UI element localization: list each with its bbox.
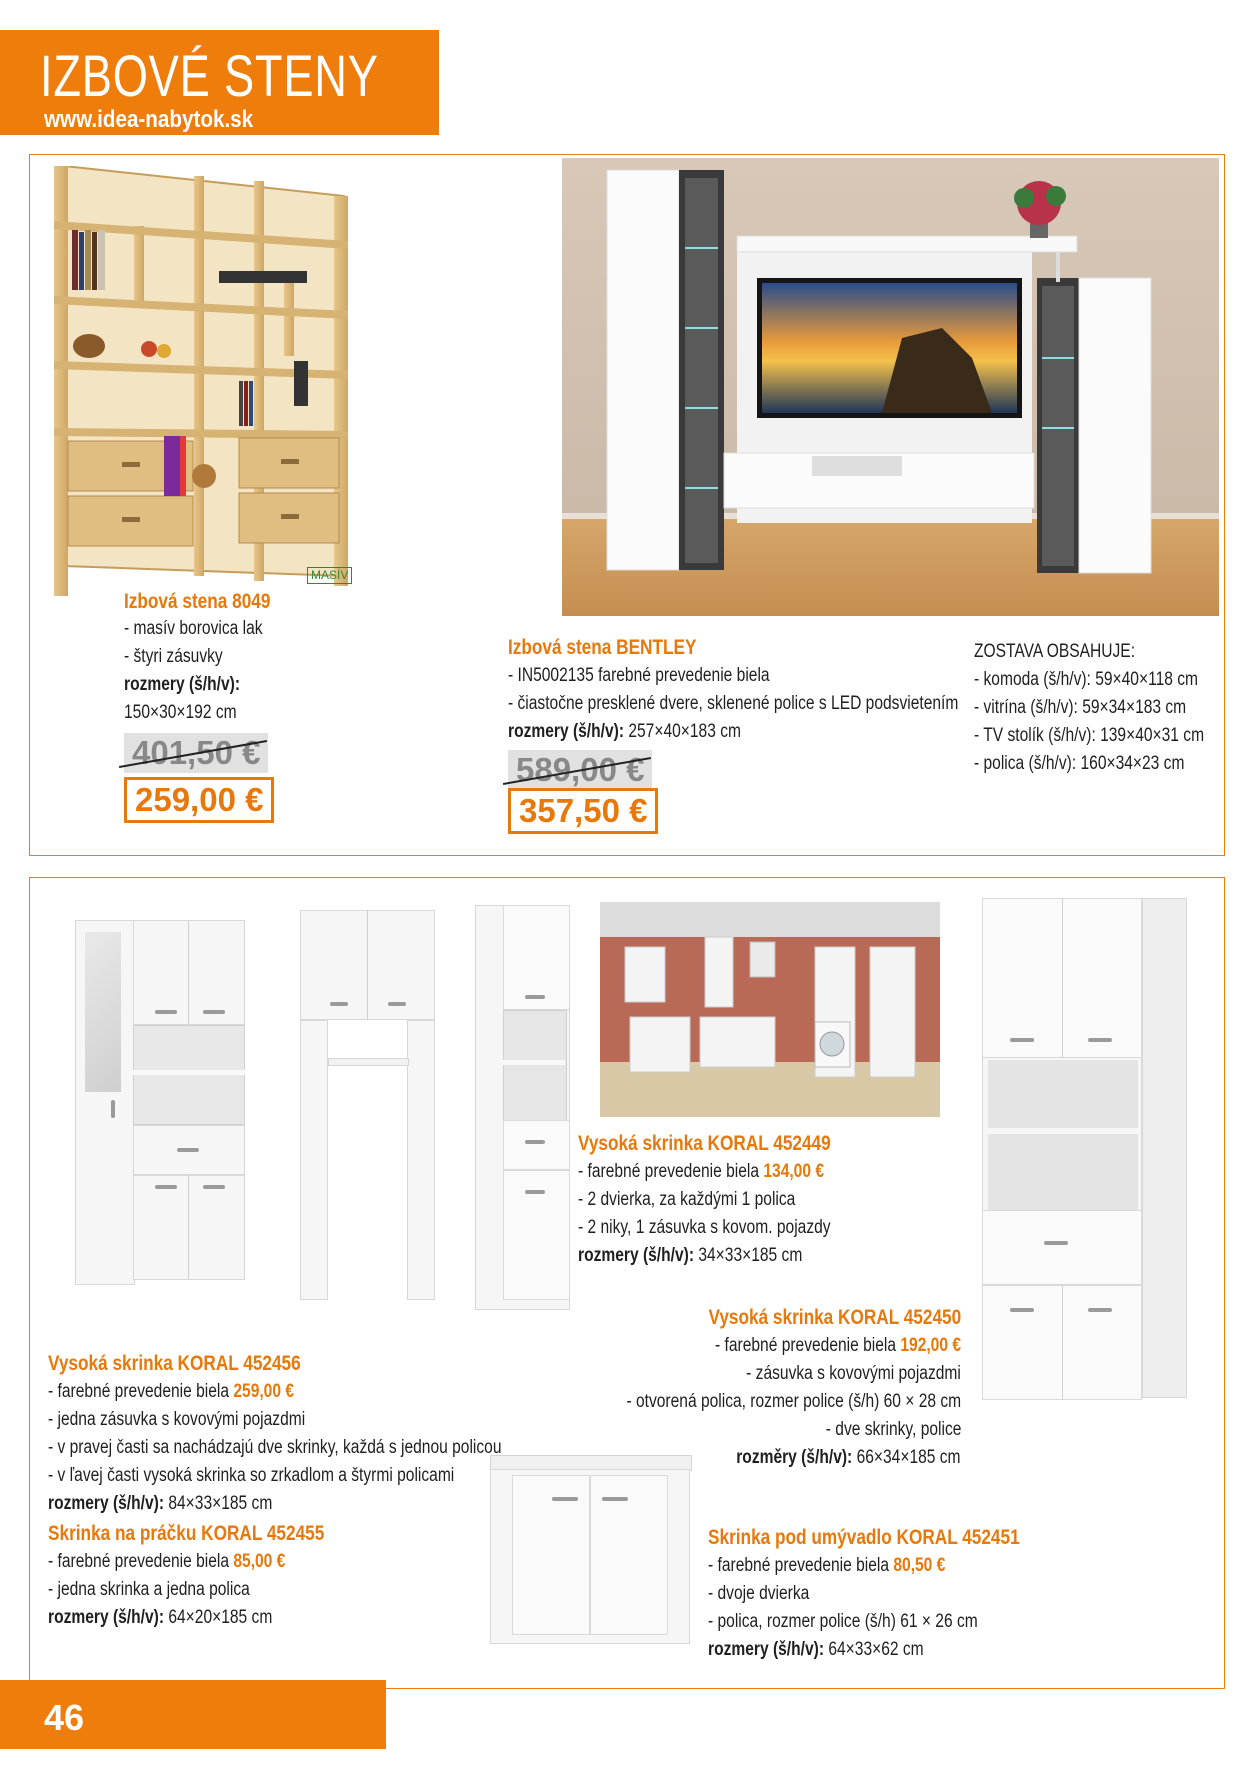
product-desc-line: - v ľavej časti vysoká skrinka so zrkadlom a štyrmi policami [48,1465,455,1486]
product-image-452450 [982,898,1207,1398]
product-image-452451 [490,1455,690,1645]
dims-row [48,1604,272,1632]
product-desc-line: - v pravej časti sa nachádzajú dve skrinky, každá s jednou policou [48,1437,502,1458]
product-desc-line [715,1332,961,1360]
product-desc-line [48,1378,294,1406]
contents-title: ZOSTAVA OBSAHUJE: [974,641,1136,662]
price: 192,00 € [900,1335,961,1356]
product-desc-line: - 2 niky, 1 zásuvka s kovom. pojazdy [578,1217,831,1238]
dims-value: 257×40×183 cm [628,721,741,742]
dims-label: rozmery (š/h/v): [508,721,625,742]
product-desc-line: - čiastočne presklené dvere, sklenené police s LED podsvietením [508,693,959,714]
dims-label: rozmery (š/h/v): [578,1245,695,1266]
product-title-452449: Vysoká skrinka KORAL 452449 [578,1132,831,1155]
product-title-8049: Izbová stena 8049 [124,590,271,613]
product-desc-line: - polica, rozmer police (š/h) 61 × 26 cm [708,1611,978,1632]
new-price: 259,00 € [124,777,274,823]
tv-wall-unit-illustration [562,158,1219,616]
contents-item: - komoda (š/h/v): 59×40×118 cm [974,669,1199,690]
dims-label: rozmery (š/h/v): [708,1639,825,1660]
product-desc-line: - štyri zásuvky [124,646,223,667]
old-price [124,733,268,773]
product-desc-line: - jedna skrinka a jedna polica [48,1579,250,1600]
new-price: 357,50 € [508,788,658,834]
product-desc-line: - IN5002135 farebné prevedenie biela [508,665,770,686]
product-desc-line: - masív borovica lak [124,618,263,639]
price: 134,00 € [763,1161,825,1182]
product-title-bentley: Izbová stena BENTLEY [508,636,697,659]
color-variant: - farebné prevedenie biela [578,1161,764,1182]
product-desc-line [48,1548,285,1576]
contents-item: - polica (š/h/v): 160×34×23 cm [974,753,1185,774]
product-desc-line: - dvoje dvierka [708,1583,810,1604]
product-image-452449 [475,905,570,1310]
color-variant: - farebné prevedenie biela [708,1555,894,1576]
contents-item: - vitrína (š/h/v): 59×34×183 cm [974,697,1187,718]
dims-value: 64×20×185 cm [168,1607,273,1628]
price: 80,50 € [893,1555,946,1576]
product-desc-line: - dve skrinky, police [825,1419,961,1440]
product-desc-line [578,1158,824,1186]
page-number: 46 [44,1697,85,1738]
old-price [508,750,652,790]
product-image-8049 [44,166,354,596]
dims-label: rozmery (š/h/v): [48,1493,165,1514]
product-image-bentley [562,158,1219,616]
website-link[interactable]: www.idea-nabytok.sk [44,106,254,133]
dims-row [508,718,741,746]
contents-item: - TV stolík (š/h/v): 139×40×31 cm [974,725,1205,746]
page-title: IZBOVÉ STENY [40,44,379,109]
product-image-452455 [300,910,435,1300]
dims-value: 84×33×185 cm [168,1493,273,1514]
product-image-452456 [75,920,245,1290]
product-desc-line [708,1552,945,1580]
product-desc-line: - jedna zásuvka s kovovými pojazdmi [48,1409,306,1430]
product-title-452450: Vysoká skrinka KORAL 452450 [708,1306,961,1329]
dims-value: 150×30×192 cm [124,702,237,723]
dims-row [737,1444,961,1472]
dims-label: rozměry (š/h/v): [736,1447,853,1468]
product-title-452451: Skrinka pod umývadlo KORAL 452451 [708,1526,1020,1549]
product-desc-line: - 2 dvierka, za každými 1 polica [578,1189,796,1210]
price: 259,00 € [233,1381,295,1402]
old-price-value: 589,00 € [516,751,645,788]
dims-label: rozmery (š/h/v): [48,1607,165,1628]
wooden-shelf-illustration [44,166,354,596]
dims-value: 34×33×185 cm [698,1245,803,1266]
color-variant: - farebné prevedenie biela [48,1551,234,1572]
dims-row [48,1490,272,1518]
product-desc-line: - zásuvka s kovovými pojazdmi [746,1363,961,1384]
color-variant: - farebné prevedenie biela [714,1335,901,1356]
old-price-value: 401,50 € [132,734,261,771]
dims-row [708,1636,924,1664]
dims-label: rozmery (š/h/v): [124,674,241,695]
price: 85,00 € [233,1551,286,1572]
color-variant: - farebné prevedenie biela [48,1381,234,1402]
product-desc-line: - otvorená polica, rozmer police (š/h) 60 × 28 cm [626,1391,961,1412]
dims-value: 66×34×185 cm [857,1447,961,1468]
dims-value: 64×33×62 cm [828,1639,924,1660]
masiv-badge: MASÍV [307,567,352,584]
product-title-452455: Skrinka na práčku KORAL 452455 [48,1522,325,1545]
dims-row [578,1242,802,1270]
bathroom-scene-image [600,902,940,1117]
bathroom-scene-illustration [600,902,940,1117]
product-title-452456: Vysoká skrinka KORAL 452456 [48,1352,301,1375]
